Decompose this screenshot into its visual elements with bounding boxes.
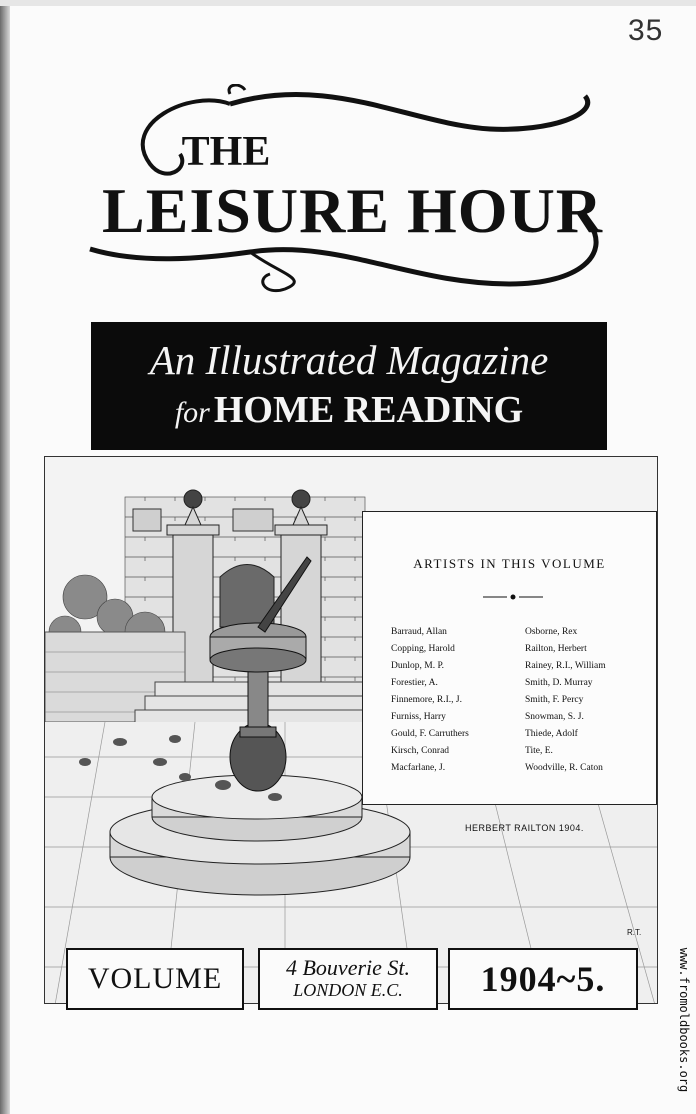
- volume-label: VOLUME: [87, 962, 223, 995]
- artists-heading: ARTISTS IN THIS VOLUME: [413, 556, 606, 571]
- subtitle-line-2: [91, 388, 607, 432]
- artist-name: Thiede, Adolf: [525, 729, 578, 739]
- artist-name: Finnemore, R.I., J.: [391, 695, 462, 705]
- address-line-1: 4 Bouverie St.: [285, 955, 411, 980]
- artist-name: Gould, F. Carruthers: [391, 729, 469, 739]
- subtitle-line-1: An Illustrated Magazine: [149, 337, 549, 383]
- artists-list-box: [362, 511, 657, 805]
- artists-left-column: [391, 624, 469, 777]
- artist-name: Osborne, Rex: [525, 627, 578, 637]
- magazine-title: LEISURE HOUR: [102, 175, 603, 246]
- artist-signature: HERBERT RAILTON 1904.: [465, 823, 584, 833]
- artist-name: Macfarlane, J.: [391, 763, 446, 773]
- artist-name: Barraud, Allan: [391, 627, 447, 637]
- divider-ornament: [483, 592, 543, 602]
- artist-name: Dunlop, M. P.: [391, 661, 445, 671]
- website-stamp-text: www.fromoldbooks.org: [677, 947, 691, 1093]
- subtitle-for: for: [174, 396, 210, 429]
- artist-name: Forestier, A.: [391, 678, 438, 688]
- artist-name: Railton, Herbert: [525, 644, 587, 654]
- artist-name: Smith, F. Percy: [525, 695, 584, 705]
- address-line-2: LONDON E.C.: [293, 980, 403, 1000]
- artist-name: Tite, E.: [525, 746, 553, 756]
- year-panel: [448, 948, 638, 1010]
- page-number: 35: [628, 14, 664, 47]
- subtitle-banner: [91, 322, 607, 450]
- year-label: 1904~5.: [480, 959, 606, 999]
- artist-initials: R.T.: [627, 928, 642, 937]
- artist-name: Rainey, R.I., William: [525, 661, 606, 671]
- artist-name: Kirsch, Conrad: [391, 746, 450, 756]
- subtitle-home-reading: HOME READING: [213, 389, 524, 431]
- artists-right-column: [525, 624, 606, 777]
- title-the: THE: [181, 129, 271, 175]
- top-edge-shadow: [0, 0, 696, 6]
- artist-name: Snowman, S. J.: [525, 712, 584, 722]
- artist-name: Woodville, R. Caton: [525, 763, 603, 773]
- address-panel: [258, 948, 438, 1010]
- artist-name: Smith, D. Murray: [525, 678, 593, 688]
- volume-panel: [66, 948, 244, 1010]
- website-stamp: [672, 930, 696, 1110]
- artist-name: Copping, Harold: [391, 644, 455, 654]
- artist-name: Furniss, Harry: [391, 712, 446, 722]
